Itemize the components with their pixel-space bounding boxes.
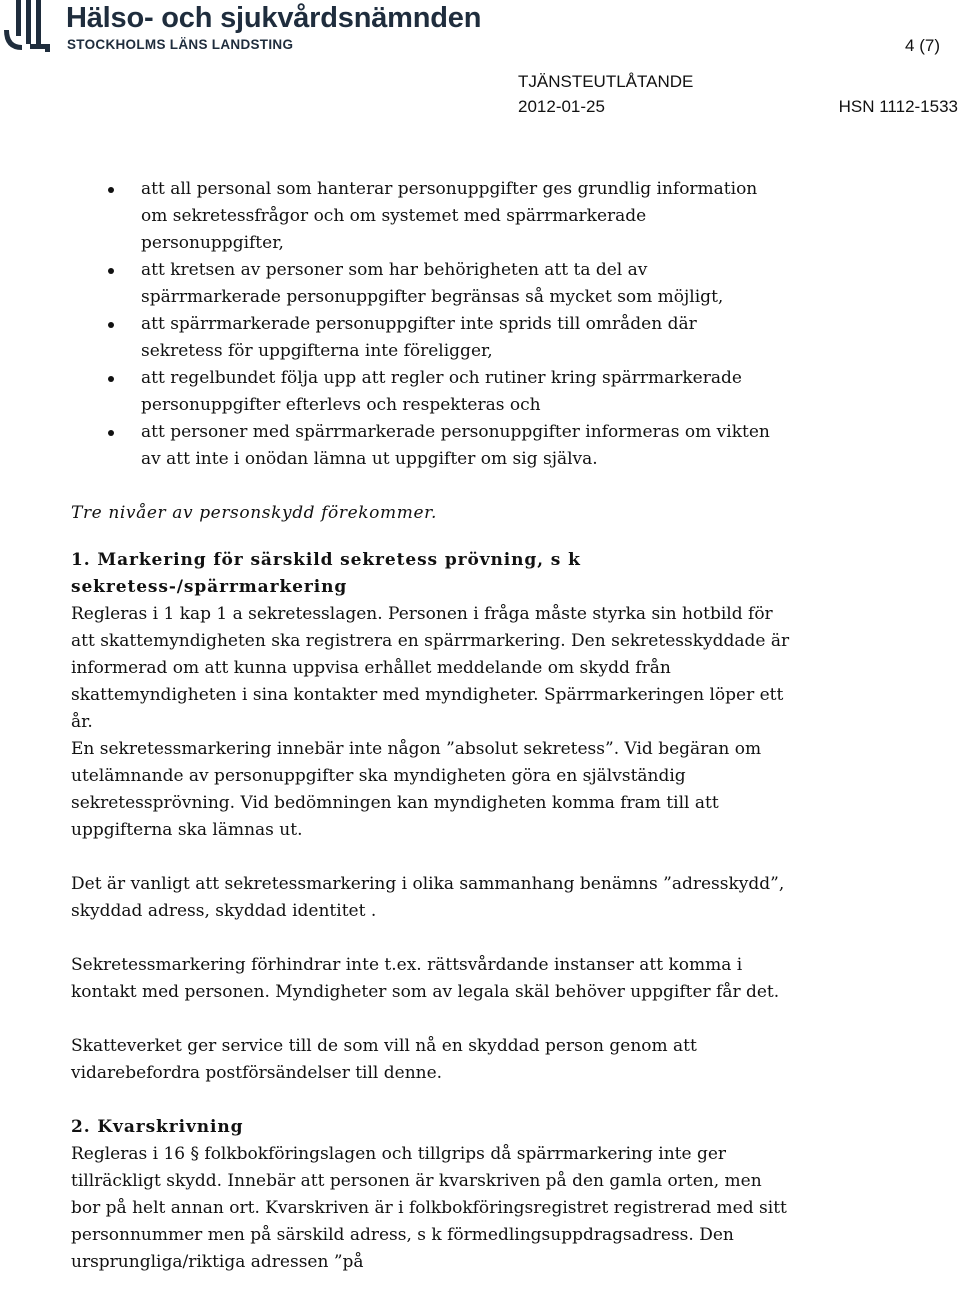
organization-name: Hälso- och sjukvårdsnämnden (66, 2, 482, 34)
section-2-paragraph: Regleras i 16 § folkbokföringslagen och tillgrips då spärrmarkering inte ger tillräckligt skydd. Innebär att personen är kvarskriven på den gamla orten, men bor på helt annan ort. Kvarskriven är i folkbokföringsregistret registrerad med sitt personnummer men på särskild adress, s k förmedlingsuppdragsadress. Den ursprungliga/riktiga adressen ”på (71, 1144, 787, 1272)
page-number: 4 (7) (905, 36, 940, 55)
list-item: att kretsen av personer som har behörigheten att ta del av spärrmarkerade personuppgifter begränsas så mycket som möjligt, (71, 257, 781, 311)
section-1-paragraph: Skatteverket ger service till de som vill nå en skyddad person genom att vidarebefordra postförsändelser till denne. (71, 1036, 697, 1083)
organization-subtitle: STOCKHOLMS LÄNS LANDSTING (67, 37, 294, 52)
document-date: 2012-01-25 (518, 97, 605, 116)
list-item: att all personal som hanterar personuppgifter ges grundlig information om sekretessfrågor och om systemet med spärrmarkerade personuppgifter, (71, 176, 781, 257)
list-item: att regelbundet följa upp att regler och rutiner kring spärrmarkerade personuppgifter efterlevs och respekteras och (71, 365, 781, 419)
landsting-logo-icon (2, 0, 56, 52)
requirements-list (71, 176, 951, 473)
document-body (71, 176, 951, 1276)
section-1-paragraph: En sekretessmarkering innebär inte någon ”absolut sekretess”. Vid begäran om utelämnande av personuppgifter ska myndigheten göra en självständig sekretessprövning. Vid bedömningen kan myndigheten komma fram till att uppgifterna ska lämnas ut. (71, 739, 762, 840)
document-type: TJÄNSTEUTLÅTANDE (518, 72, 694, 91)
section-1-paragraph: Det är vanligt att sekretessmarkering i olika sammanhang benämns ”adresskydd”, skyddad adress, skyddad identitet . (71, 874, 785, 921)
intro-sentence: Tre nivåer av personskydd förekommer. (71, 503, 437, 523)
list-item: att spärrmarkerade personuppgifter inte sprids till områden där sekretess för uppgifterna inte föreligger, (71, 311, 781, 365)
list-item: att personer med spärrmarkerade personuppgifter informeras om vikten av att inte i onödan lämna ut uppgifter om sig själva. (71, 419, 781, 473)
document-reference: HSN 1112-1533 (838, 97, 958, 116)
section-2-heading: 2. Kvarskrivning (71, 1117, 244, 1137)
section-1-paragraph: Regleras i 1 kap 1 a sekretesslagen. Personen i fråga måste styrka sin hotbild för att skattemyndigheten ska registrera en spärrmarkering. Den sekretesskyddade är informerad om att kunna uppvisa erhållet meddelande om skydd från skattemyndigheten i sina kontakter med myndigheter. Spärrmarkeringen löper ett år. (71, 604, 790, 732)
section-1-heading: 1. Markering för särskild sekretess prövning, s k sekretess-/spärrmarkering (71, 550, 581, 597)
section-1-paragraph: Sekretessmarkering förhindrar inte t.ex. rättsvårdande instanser att komma i kontakt med personen. Myndigheter som av legala skäl behöver uppgifter får det. (71, 955, 780, 1002)
